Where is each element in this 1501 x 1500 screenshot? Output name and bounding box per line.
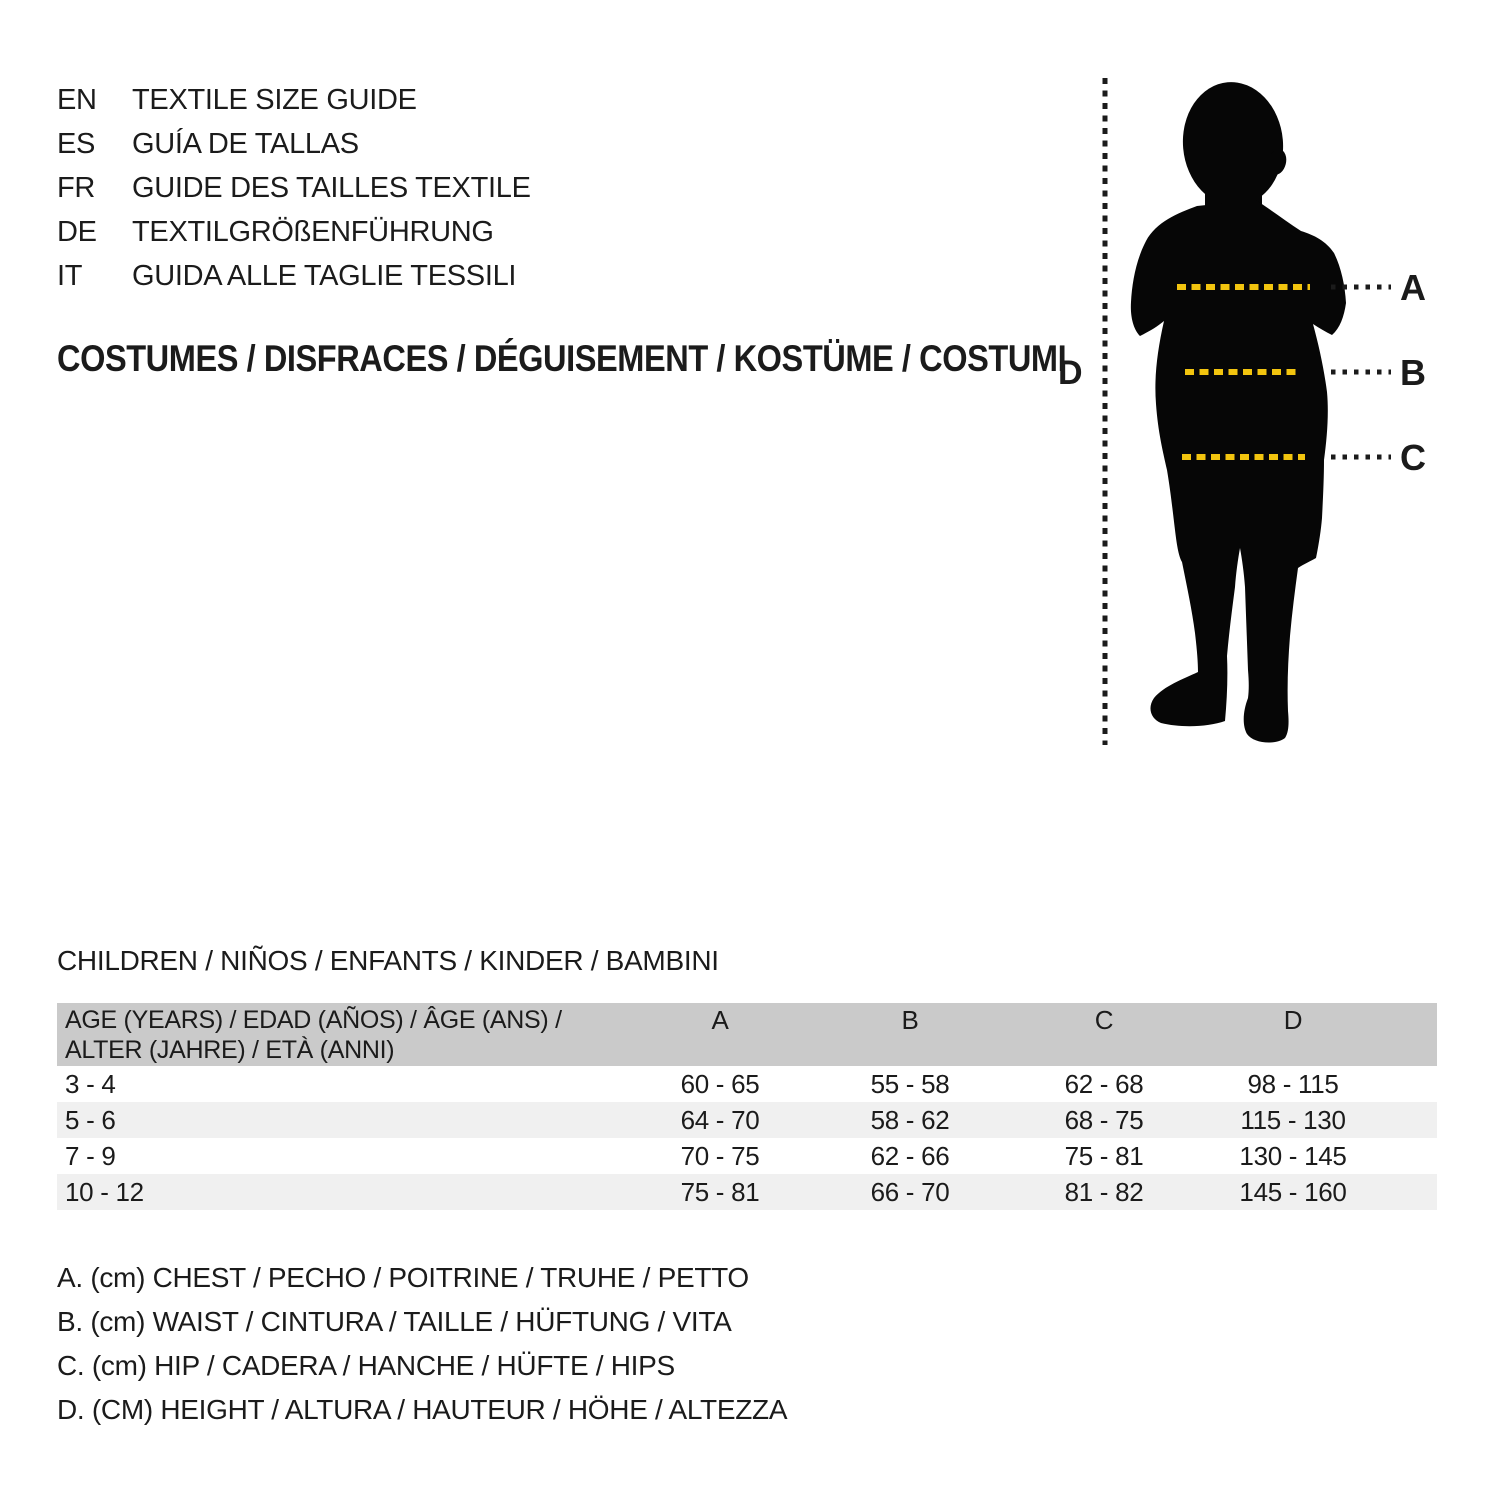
language-row xyxy=(57,210,531,254)
height-value-cell: 145 - 160 xyxy=(1239,1177,1347,1207)
language-code: IT xyxy=(57,260,83,292)
language-list xyxy=(57,78,531,298)
language-label: TEXTILGRÖßENFÜHRUNG xyxy=(132,216,494,248)
language-label: GUIDA ALLE TAGLIE TESSILI xyxy=(132,260,517,292)
category-title xyxy=(57,338,1204,380)
column-header-a: A xyxy=(711,1005,729,1035)
size-figure xyxy=(1040,70,1480,760)
age-header-line1: AGE (YEARS) / EDAD (AÑOS) / ÂGE (ANS) / xyxy=(65,1006,562,1034)
language-code: ES xyxy=(57,128,96,160)
language-code: EN xyxy=(57,84,97,116)
waist-value-cell: 55 - 58 xyxy=(870,1069,950,1099)
age-cell: 3 - 4 xyxy=(65,1069,116,1099)
waist-value-cell: 62 - 66 xyxy=(870,1141,950,1171)
waist-value-cell: 66 - 70 xyxy=(870,1177,950,1207)
language-label: GUIDE DES TAILLES TEXTILE xyxy=(132,172,531,204)
measurement-legend xyxy=(57,1256,787,1432)
language-row xyxy=(57,166,531,210)
language-label: GUÍA DE TALLAS xyxy=(132,128,359,160)
hip-value-cell: 75 - 81 xyxy=(1064,1141,1144,1171)
dimension-label-d: D xyxy=(1058,354,1083,392)
table-row xyxy=(57,1138,1437,1174)
age-cell: 10 - 12 xyxy=(65,1177,144,1207)
legend-item-height: D. (CM) HEIGHT / ALTURA / HAUTEUR / HÖHE / ALTEZZA xyxy=(57,1394,788,1425)
language-row xyxy=(57,78,531,122)
table-header xyxy=(57,1003,1437,1066)
height-value-cell: 130 - 145 xyxy=(1239,1141,1347,1171)
chest-value-cell: 70 - 75 xyxy=(680,1141,760,1171)
hip-value-cell: 62 - 68 xyxy=(1064,1069,1144,1099)
table-row xyxy=(57,1102,1437,1138)
height-value-cell: 98 - 115 xyxy=(1247,1069,1339,1099)
height-value-cell: 115 - 130 xyxy=(1240,1105,1346,1135)
legend-item-hip: C. (cm) HIP / CADERA / HANCHE / HÜFTE / HIPS xyxy=(57,1350,675,1381)
hip-value-cell: 68 - 75 xyxy=(1064,1105,1144,1135)
column-header-b: B xyxy=(901,1005,919,1035)
age-column-header xyxy=(57,1003,625,1065)
chest-value-cell: 64 - 70 xyxy=(680,1105,760,1135)
legend-item-chest: A. (cm) CHEST / PECHO / POITRINE / TRUHE / PETTO xyxy=(57,1262,749,1293)
size-table xyxy=(57,1003,1437,1210)
language-row xyxy=(57,122,531,166)
language-row xyxy=(57,254,531,298)
column-header-c: C xyxy=(1094,1005,1114,1035)
dimension-label-b: B xyxy=(1400,352,1426,393)
column-header-d: D xyxy=(1283,1005,1303,1035)
table-section-title: CHILDREN / NIÑOS / ENFANTS / KINDER / BAMBINI xyxy=(57,945,719,976)
hip-value-cell: 81 - 82 xyxy=(1064,1177,1144,1207)
language-code: DE xyxy=(57,216,97,248)
category-title-text: COSTUMES / DISFRACES / DÉGUISEMENT / KOSTÜME / COSTUMI xyxy=(57,338,1067,379)
language-code: FR xyxy=(57,172,96,204)
table-row xyxy=(57,1174,1437,1210)
waist-value-cell: 58 - 62 xyxy=(870,1105,950,1135)
child-silhouette-icon xyxy=(1131,78,1346,743)
chest-value-cell: 75 - 81 xyxy=(680,1177,760,1207)
age-header-line2: ALTER (JAHRE) / ETÀ (ANNI) xyxy=(65,1036,395,1064)
language-label: TEXTILE SIZE GUIDE xyxy=(132,84,417,116)
dimension-label-a: A xyxy=(1400,267,1426,308)
table-row xyxy=(57,1066,1437,1102)
legend-item-waist: B. (cm) WAIST / CINTURA / TAILLE / HÜFTUNG / VITA xyxy=(57,1306,732,1337)
age-cell: 7 - 9 xyxy=(65,1141,116,1171)
dimension-label-c: C xyxy=(1400,437,1426,478)
age-cell: 5 - 6 xyxy=(65,1105,116,1135)
chest-value-cell: 60 - 65 xyxy=(680,1069,760,1099)
